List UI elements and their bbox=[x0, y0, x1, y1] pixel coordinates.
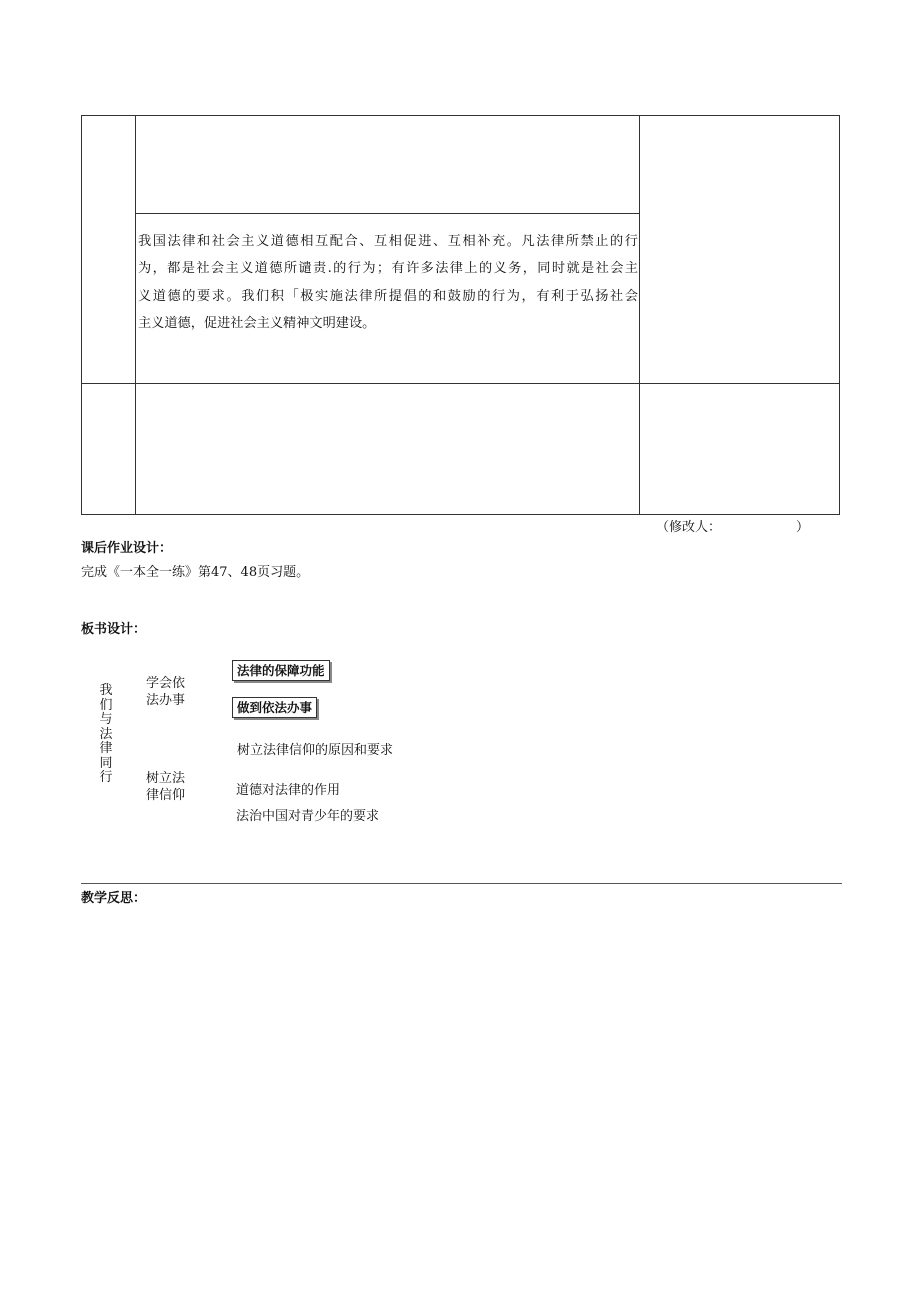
board-item-morality-role: 道德对法律的作用 bbox=[236, 783, 341, 798]
board-item-belief-reasons: 树立法律信仰的原因和要求 bbox=[237, 743, 394, 758]
paragraph-line: 主义道德，促进社会主义精神文明建设。 bbox=[138, 316, 376, 332]
board-branch-2 bbox=[146, 770, 185, 804]
paragraph-line: 我国法律和社会主义道德相互配合、互相促进、互相补充。凡法律所禁止的行 bbox=[138, 234, 638, 249]
board-branch-1 bbox=[146, 675, 185, 709]
homework-text: 完成《一本全一练》第47、48页习题。 bbox=[81, 565, 310, 580]
branch-label-line: 律信仰 bbox=[146, 788, 186, 803]
paragraph-line: 义道德的要求。我们积「极实施法律所提倡的和鼓励的行为，有利于弘扬社会 bbox=[138, 288, 638, 304]
table-row-divider bbox=[81, 383, 840, 384]
table-right-border bbox=[839, 115, 840, 515]
reviser-close: ） bbox=[796, 520, 810, 535]
reflection-heading: 教学反思： bbox=[81, 891, 147, 906]
branch-label-line: 树立法 bbox=[146, 771, 186, 786]
table-inner-divider bbox=[135, 213, 640, 214]
paragraph-line: 为，都是社会主义道德所谴责.的行为；有许多法律上的义务，同时就是社会主 bbox=[138, 261, 638, 277]
board-root-topic: 我们与法律同行 bbox=[99, 683, 113, 785]
reviser-note bbox=[656, 516, 810, 535]
boxed-item-protection-function: 法律的保障功能 bbox=[232, 660, 330, 681]
table-col-divider-2 bbox=[639, 115, 640, 515]
table-col-divider-1 bbox=[135, 115, 136, 515]
boxed-item-act-by-law: 做到依法办事 bbox=[232, 697, 317, 718]
board-item-youth-requirements: 法治中国对青少年的要求 bbox=[236, 809, 380, 824]
table-left-border bbox=[81, 115, 82, 515]
table-top-border bbox=[81, 115, 840, 116]
law-morality-paragraph bbox=[138, 228, 638, 338]
branch-label-line: 法办事 bbox=[146, 693, 186, 708]
branch-label-line: 学会依 bbox=[146, 676, 186, 691]
homework-heading: 课后作业设计： bbox=[81, 541, 173, 556]
reflection-separator bbox=[81, 883, 842, 884]
board-heading: 板书设计： bbox=[81, 622, 147, 637]
table-bottom-border bbox=[81, 514, 840, 515]
reviser-label: （修改人： bbox=[656, 520, 722, 535]
